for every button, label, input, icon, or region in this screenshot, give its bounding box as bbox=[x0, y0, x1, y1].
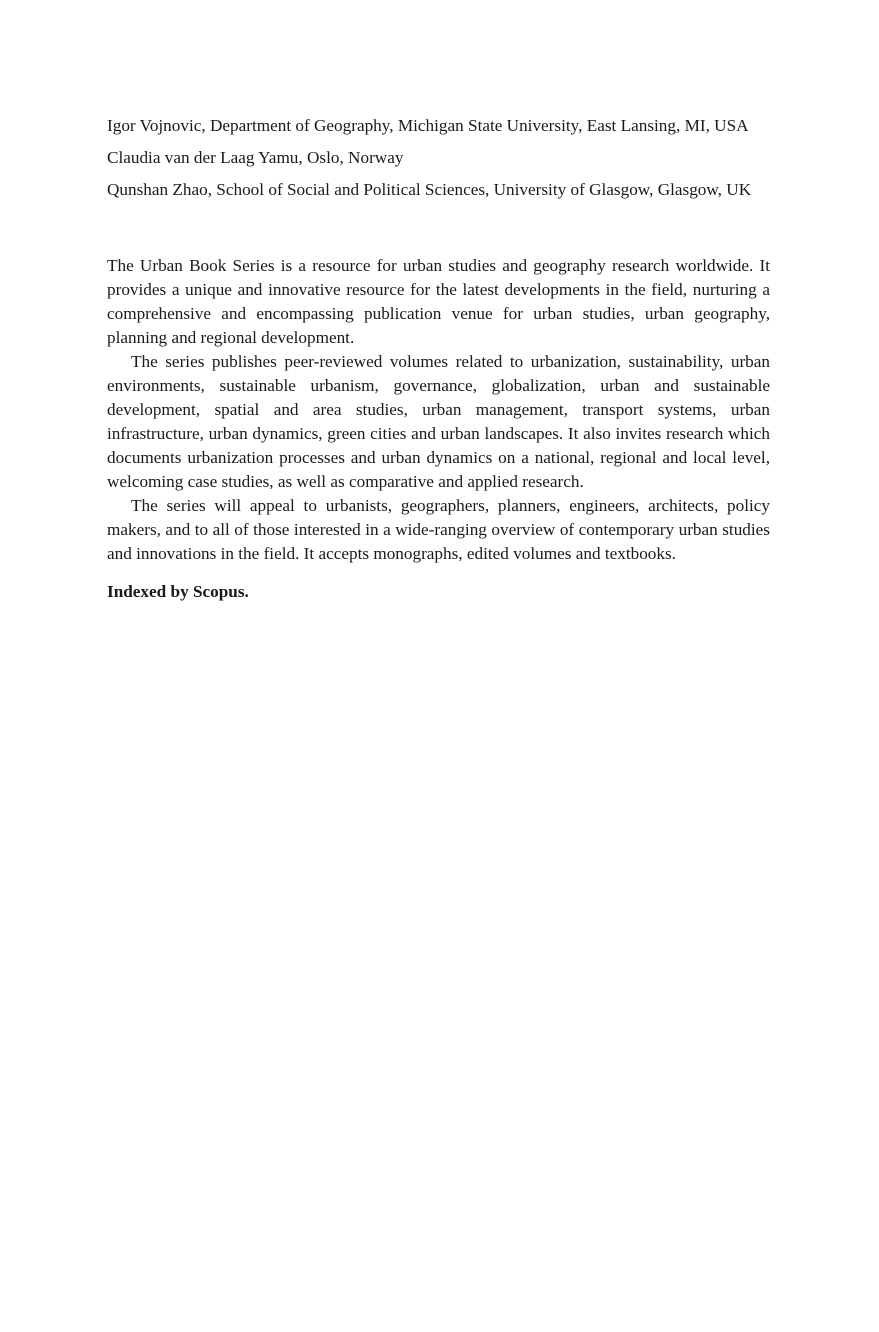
description-paragraph: The Urban Book Series is a resource for urban studies and geography research worldwide. It provides a unique and innovative resource for the latest developments in the field, nurturing a comprehensive and encompassing publication venue for urban studies, urban geography, planning and regional development. bbox=[107, 256, 770, 347]
editor-list bbox=[107, 114, 770, 202]
editor-entry: Qunshan Zhao, School of Social and Political Sciences, University of Glasgow, Glasgow, UK bbox=[107, 180, 752, 199]
editor-entry: Claudia van der Laag Yamu, Oslo, Norway bbox=[107, 148, 404, 167]
series-description bbox=[107, 254, 770, 566]
description-paragraph: The series will appeal to urbanists, geographers, planners, engineers, architects, policy makers, and to all of those interested in a wide-ranging overview of contemporary urban studies and innovations in the field. It accepts monographs, edited volumes and textbooks. bbox=[107, 496, 770, 563]
page-content bbox=[107, 114, 770, 604]
editor-entry: Igor Vojnovic, Department of Geography, Michigan State University, East Lansing, MI, USA bbox=[107, 116, 749, 135]
description-paragraph: The series publishes peer-reviewed volumes related to urbanization, sustainability, urban environments, sustainable urbanism, governance, globalization, urban and sustainable development, spatial and area studies, urban management, transport systems, urban infrastructure, urban dynamics, green cities and urban landscapes. It also invites research which documents urbanization processes and urban dynamics on a national, regional and local level, welcoming case studies, as well as comparative and applied research. bbox=[107, 352, 770, 491]
indexed-by-label: Indexed by Scopus. bbox=[107, 582, 249, 601]
